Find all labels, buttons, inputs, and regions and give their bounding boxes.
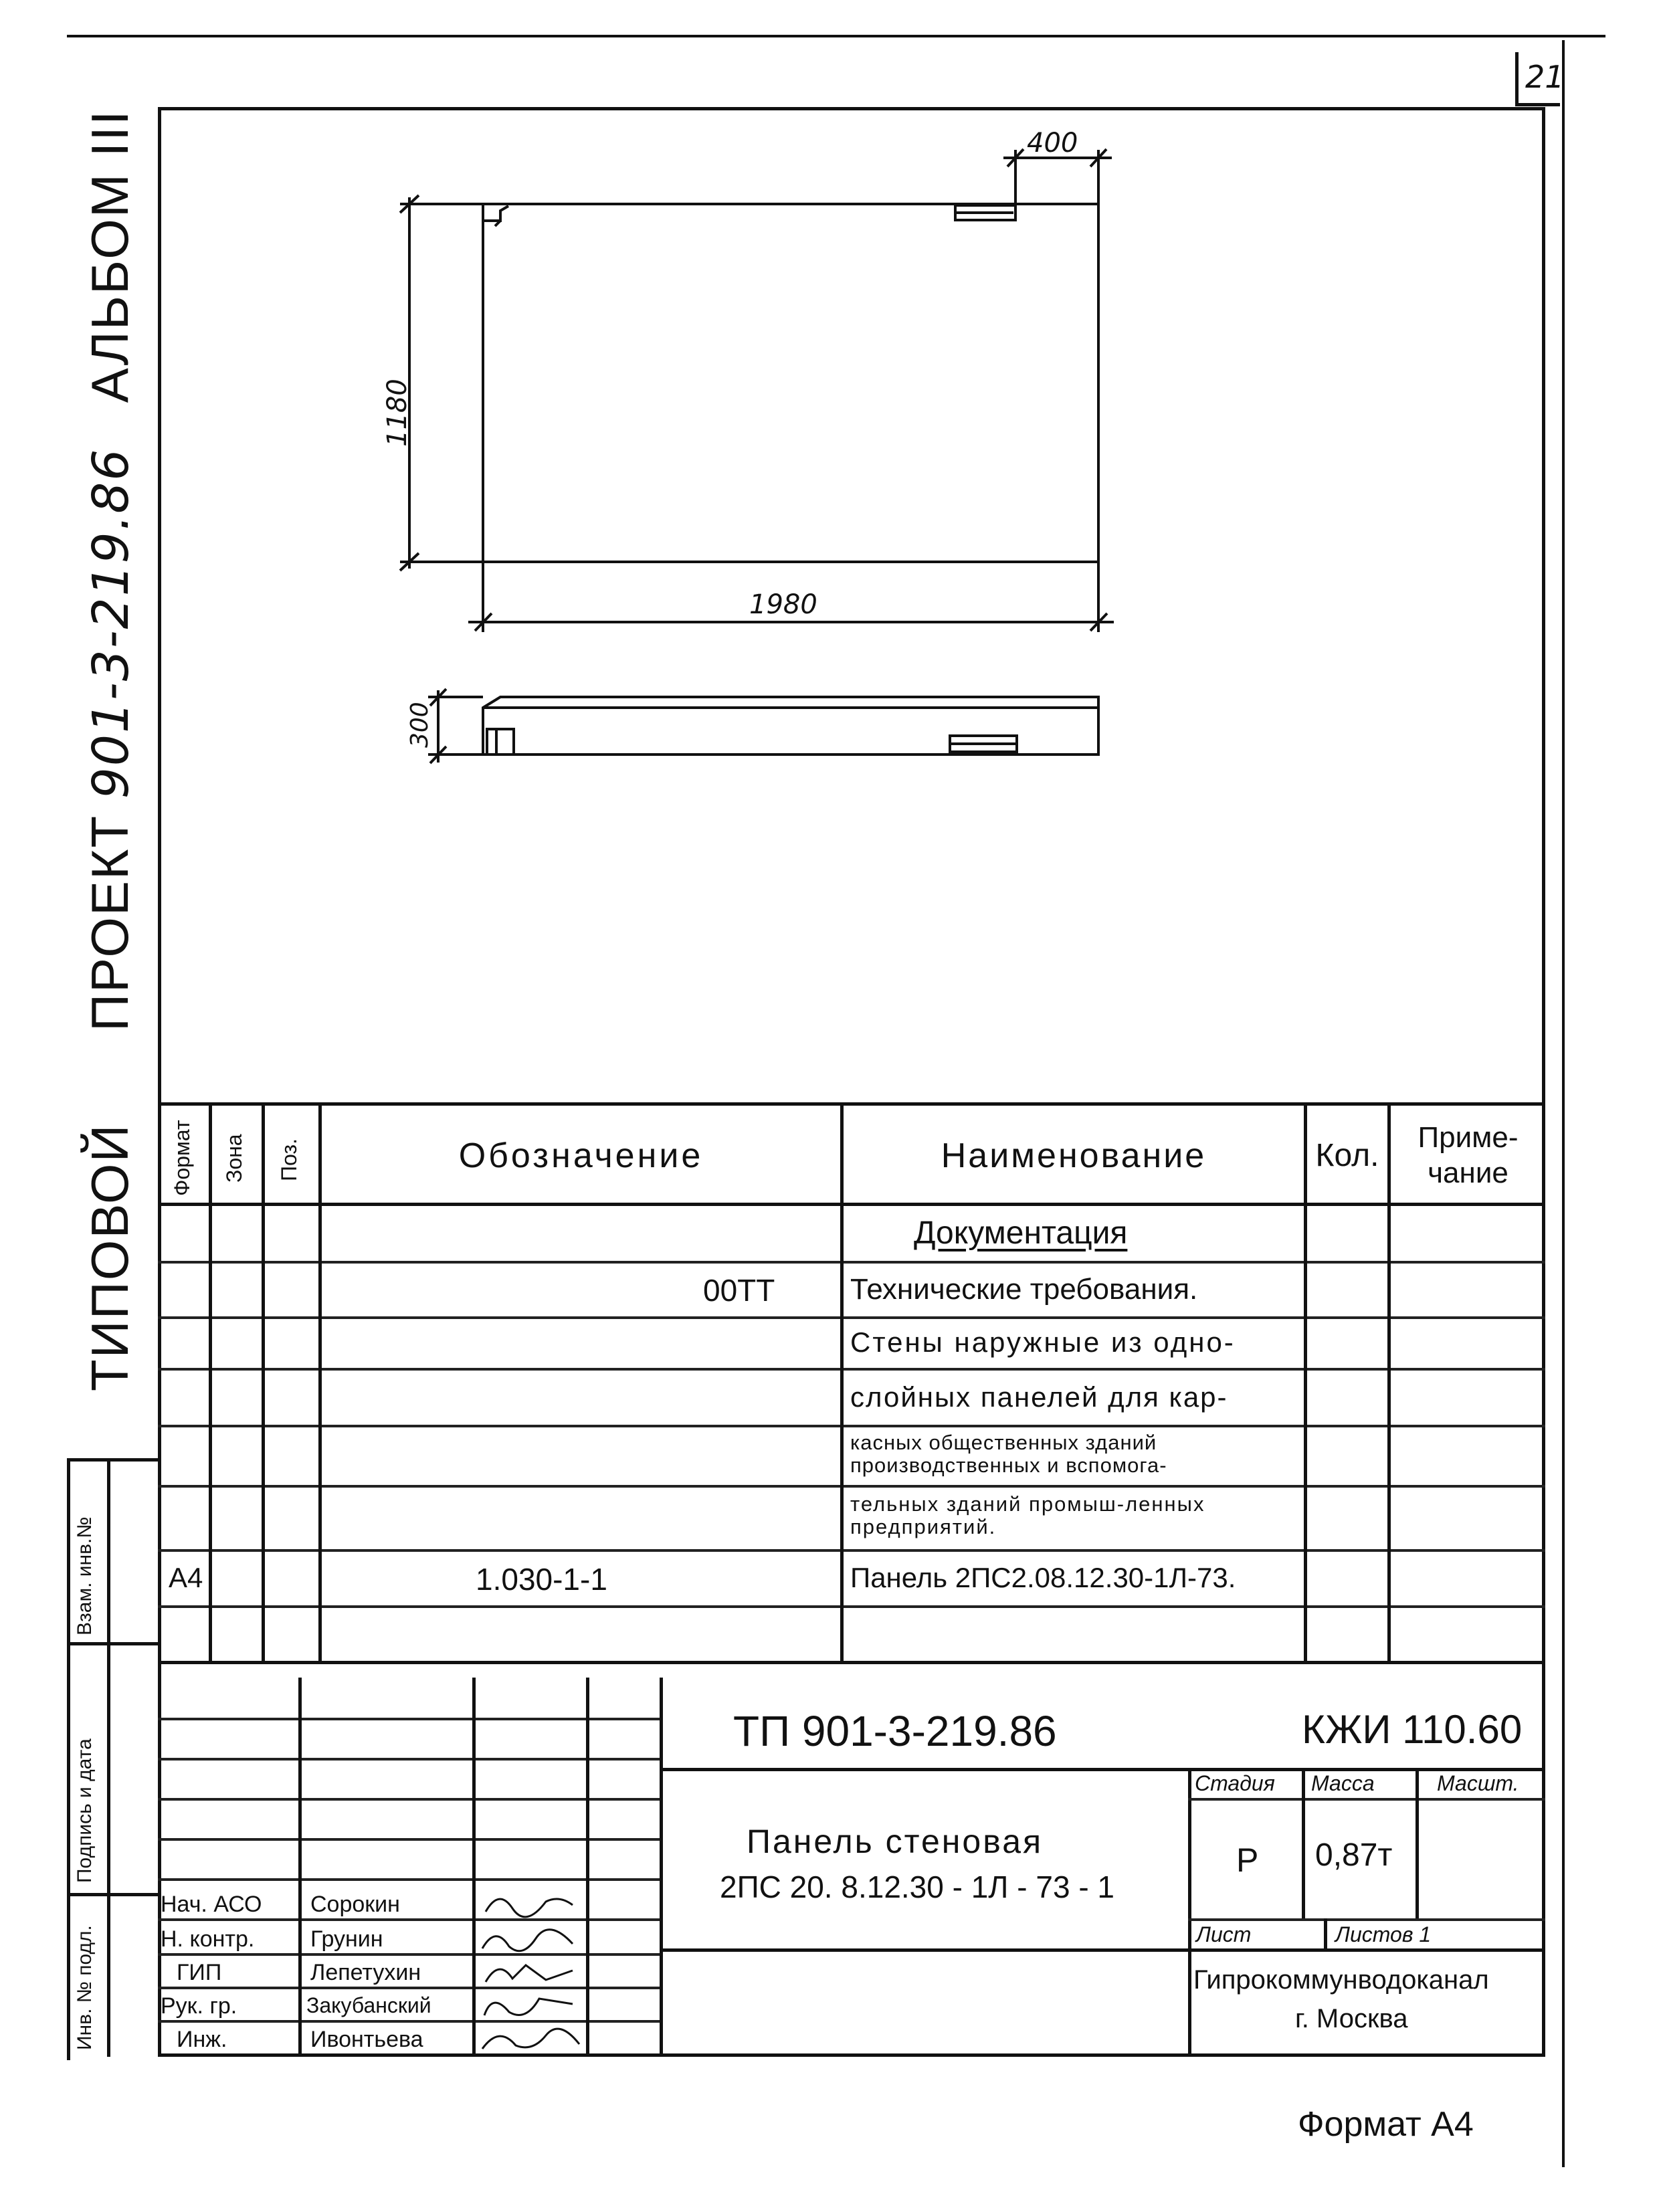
row-7-naimenovanie: Панель 2ПС2.08.12.30-1Л-73. xyxy=(850,1562,1236,1593)
stadiya-label: Стадия xyxy=(1195,1771,1275,1795)
sig-role-3: ГИП xyxy=(177,1960,222,1985)
title-col-massa xyxy=(1302,1768,1305,1918)
title-line-code xyxy=(660,1768,1545,1771)
title-line-stage-body xyxy=(1188,1918,1545,1921)
spec-line-bottom xyxy=(158,1661,1545,1664)
header-zona: Зона xyxy=(222,1134,246,1183)
spec-col-1 xyxy=(209,1102,212,1664)
header-oboznachenie: Обозначение xyxy=(458,1136,704,1175)
spec-line-r7 xyxy=(158,1605,1545,1608)
spec-line-r2 xyxy=(158,1316,1545,1319)
dim-300-label: 300 xyxy=(406,702,433,748)
side-stamp-vzam: Взам. инв.№ xyxy=(74,1516,96,1635)
header-naimenovanie: Наименование xyxy=(941,1136,1207,1175)
spec-line-top xyxy=(158,1102,1545,1106)
row-7-format: А4 xyxy=(169,1562,203,1593)
format-label: Формат А4 xyxy=(1298,2105,1474,2144)
sig-line-5 xyxy=(158,1878,660,1881)
spec-col-2 xyxy=(262,1102,265,1664)
sig-role-5: Инж. xyxy=(177,2027,227,2052)
sig-role-2: Н. контр. xyxy=(161,1926,255,1952)
row-1-naimenovanie: Документация xyxy=(914,1215,1128,1251)
panel-corner-detail xyxy=(483,206,508,226)
org-line1: Гипрокоммунводоканал xyxy=(1193,1965,1489,1995)
row-6-naimenovanie: тельных зданий промыш-ленных предприятий. xyxy=(850,1492,1205,1539)
header-primechanie-1: Приме- xyxy=(1418,1121,1519,1154)
sig-col-4 xyxy=(660,1678,663,2055)
panel-front-outline xyxy=(483,204,1098,562)
dim-400-label: 400 xyxy=(1027,128,1078,159)
sig-role-1: Нач. АСО xyxy=(161,1892,262,1917)
masht-label: Масшт. xyxy=(1437,1771,1519,1795)
title-col-info xyxy=(1188,1768,1191,2055)
sig-name-5: Ивонтьева xyxy=(310,2027,423,2052)
title-col-list xyxy=(1324,1918,1327,1948)
spec-table xyxy=(158,1102,1545,1678)
panel-side-outline xyxy=(483,697,1098,755)
list-label: Лист xyxy=(1196,1922,1252,1946)
title-col-masht xyxy=(1416,1768,1419,1918)
title-line-stage-head xyxy=(1188,1798,1545,1801)
sig-name-3: Лепетухин xyxy=(310,1960,421,1985)
signatures-scribbles xyxy=(472,1885,593,2059)
org-line2: г. Москва xyxy=(1295,2004,1408,2033)
spec-line-header xyxy=(158,1203,1545,1206)
spec-line-r4 xyxy=(158,1425,1545,1427)
massa-label: Масса xyxy=(1311,1771,1375,1795)
sig-role-4: Рук. гр. xyxy=(161,1993,237,2019)
header-poz: Поз. xyxy=(277,1138,301,1181)
sig-line-3 xyxy=(158,1798,660,1801)
doc-suffix: КЖИ 110.60 xyxy=(1302,1707,1523,1752)
doc-code xyxy=(733,1707,1057,1755)
side-stamp-inv: Инв. № подл. xyxy=(74,1925,96,2050)
listov-label: Листов 1 xyxy=(1335,1922,1432,1946)
row-5-naimenovanie: касных общественных зданий производственных и вспомога- xyxy=(850,1431,1167,1478)
sig-col-1 xyxy=(298,1678,302,2055)
title-line-title xyxy=(660,1948,1545,1952)
sheet-number: 21 xyxy=(1525,59,1565,95)
row-4-naimenovanie: слойных панелей для кар- xyxy=(850,1381,1228,1413)
spec-line-r3 xyxy=(158,1368,1545,1371)
massa-value: 0,87т xyxy=(1315,1837,1393,1873)
dim-1180-label: 1180 xyxy=(382,379,413,447)
row-2-oboznachenie: 00ТТ xyxy=(703,1273,775,1308)
spec-line-r5 xyxy=(158,1485,1545,1488)
header-kol: Кол. xyxy=(1315,1137,1379,1173)
side-label-project-word: ПРОЕКТ xyxy=(80,814,139,1032)
sig-line-1 xyxy=(158,1718,660,1720)
stadiya-value: Р xyxy=(1236,1841,1259,1879)
side-stamp-podpis: Подпись и дата xyxy=(74,1738,96,1883)
spec-line-r1 xyxy=(158,1261,1545,1264)
header-format: Формат xyxy=(170,1120,194,1196)
row-7-oboznachenie: 1.030-1-1 xyxy=(476,1562,607,1597)
dim-1980-label: 1980 xyxy=(749,589,817,620)
panel-side-end xyxy=(487,729,514,755)
title-line1: Панель стеновая xyxy=(747,1823,1044,1860)
header-primechanie xyxy=(1391,1109,1545,1203)
row-3-naimenovanie: Стены наружные из одно- xyxy=(850,1326,1236,1358)
sig-name-2: Грунин xyxy=(310,1926,383,1952)
side-label-album: АЛЬБОМ III xyxy=(80,109,139,403)
doc-code-text: ТП 901-3-219.86 xyxy=(733,1707,1057,1755)
title-line2: 2ПС 20. 8.12.30 - 1Л - 73 - 1 xyxy=(720,1870,1115,1904)
sig-name-4: Закубанский xyxy=(306,1993,431,2017)
sig-line-4 xyxy=(158,1838,660,1841)
side-label-prefix: ТИПОВОЙ xyxy=(80,1123,139,1391)
sig-name-1: Сорокин xyxy=(310,1892,400,1917)
side-label-project-code: 901-3-219.86 xyxy=(82,447,140,799)
sig-line-2 xyxy=(158,1758,660,1761)
header-primechanie-2: чание xyxy=(1428,1157,1508,1189)
row-2-naimenovanie: Технические требования. xyxy=(850,1273,1198,1306)
spec-line-r6 xyxy=(158,1549,1545,1552)
title-block xyxy=(158,1678,1545,2057)
